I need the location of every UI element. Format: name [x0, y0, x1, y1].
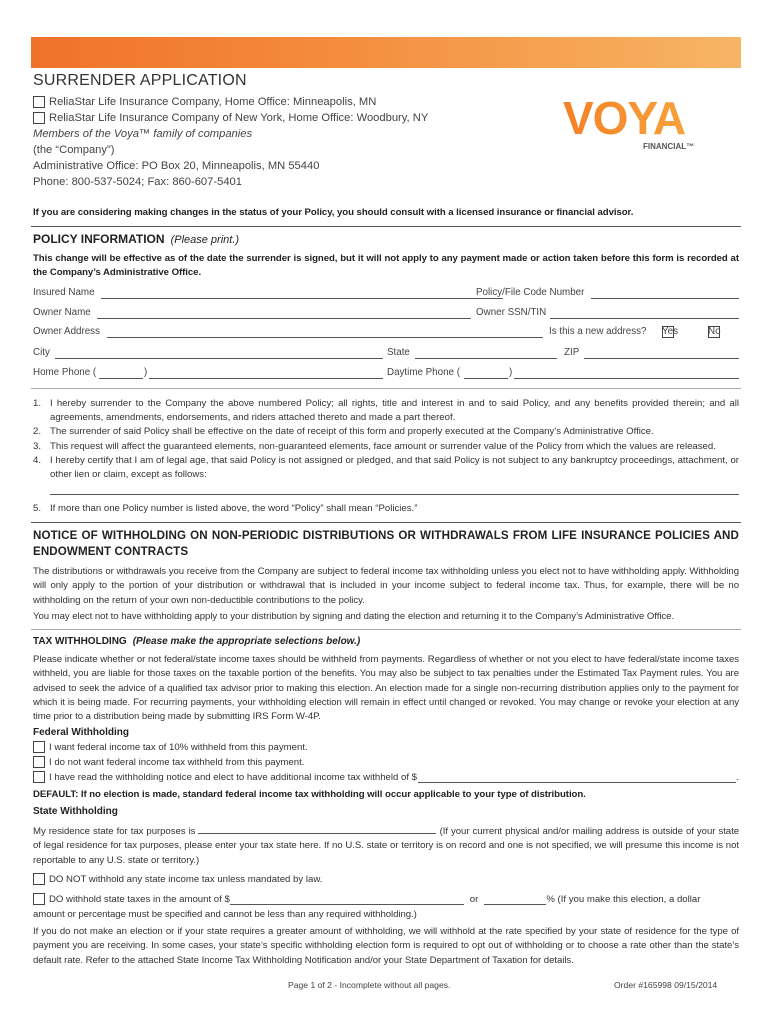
- state-option-note: amount or percentage must be specified and cannot be less than any required withholding.): [33, 909, 417, 920]
- company-option-reliastar-mn: ReliaStar Life Insurance Company, Home Office: Minneapolis, MN: [33, 94, 513, 110]
- owner-name-label: Owner Name: [33, 307, 91, 318]
- exceptions-field[interactable]: [50, 494, 739, 495]
- phone-fax: Phone: 800-537-5024; Fax: 860-607-5401: [33, 176, 242, 188]
- city-label: City: [33, 347, 50, 358]
- additional-amount-field[interactable]: [418, 772, 736, 783]
- federal-option-none: I do not want federal income tax withheld from this payment.: [33, 756, 304, 768]
- state-dollar-field[interactable]: [230, 894, 464, 905]
- federal-option-additional: I have read the withholding notice and elect to have additional income tax withheld of $ .: [33, 771, 739, 783]
- company-alias: (the “Company”): [33, 144, 115, 156]
- owner-name-field[interactable]: [97, 318, 471, 319]
- form-title: SURRENDER APPLICATION: [33, 72, 247, 89]
- insured-name-field[interactable]: [101, 298, 503, 299]
- state-option-no-withhold: DO NOT withhold any state income tax unless mandated by law.: [33, 873, 322, 885]
- admin-office: Administrative Office: PO Box 20, Minneapolis, MN 55440: [33, 160, 320, 172]
- notice-para-1: The distributions or withdrawals you receive from the Company are subject to federal income tax withholding unless you elect not to have withholding apply. Withholding will only apply to the portion of your distribution or withdrawal that is included in your income subject to federal income tax. Thus, for example, there will be no withholding on the return of your own non-deductible contributions to the policy.: [33, 566, 739, 606]
- row-city: [33, 347, 739, 361]
- divider: [31, 629, 741, 630]
- term-item: 3. This request will affect the guaranteed elements, non-guaranteed elements, face amount or surrender value of the Policy from which the values are released.: [33, 440, 716, 452]
- insured-name-label: Insured Name: [33, 287, 95, 298]
- term-item: 1. I hereby surrender to the Company the above numbered Policy; all rights, title and interest in and to said Policy, and any benefits provided therein; and all agreements, amendments, endorsements, and riders attached thereto and made a part thereof.: [33, 398, 739, 424]
- terms-list: [33, 397, 739, 482]
- company-checkbox-mn[interactable]: [33, 96, 45, 108]
- daytime-phone-area-field[interactable]: [464, 378, 508, 379]
- company-option-reliastar-ny: ReliaStar Life Insurance Company of New York, Home Office: Woodbury, NY: [33, 110, 513, 126]
- term-5: 5. If more than one Policy number is listed above, the word “Policy” shall mean “Policies.”: [33, 503, 418, 514]
- row-address: Owner Address Is this a new address? Yes No: [33, 326, 721, 337]
- row-insured: [33, 287, 739, 301]
- state-residence-para: My residence state for tax purposes is (If your current physical and/or mailing address is outside of your state of legal residence for tax purposes, please enter your tax state here. If no U.S. state or territory is on record and one is not specified, we will presume this income is not reportable to any U.S. state or territory.): [33, 826, 739, 866]
- state-label: State: [387, 347, 410, 358]
- divider: [31, 226, 741, 227]
- divider: [31, 388, 741, 389]
- federal-option-10pct: I want federal income tax of 10% withheld from this payment.: [33, 741, 308, 753]
- header-banner: [31, 37, 741, 68]
- zip-label: ZIP: [564, 347, 580, 358]
- owner-ssn-field[interactable]: [550, 318, 739, 319]
- home-phone-paren: ): [144, 367, 148, 378]
- state-field[interactable]: [415, 358, 557, 359]
- policy-code-field[interactable]: [591, 298, 739, 299]
- advice-note: If you are considering making changes in the status of your Policy, you should consult with a licensed insurance or financial advisor.: [33, 207, 634, 218]
- term-item: 2. The surrender of said Policy shall be effective on the date of receipt of this form and properly executed at the Company’s Administrative Office.: [33, 426, 654, 438]
- term-item: 4. I hereby certify that I am of legal age, that said Policy is not assigned or pledged, and that said Policy is not subject to any bankruptcy proceedings, attachment, or other lien or claim, except as follows:: [33, 454, 739, 481]
- policy-code-label: Policy/File Code Number: [476, 287, 585, 298]
- home-phone-field[interactable]: [149, 378, 383, 379]
- state-option-withhold: DO withhold state taxes in the amount of $ or % (If you make this election, a dollar: [33, 893, 739, 905]
- effective-note: This change will be effective as of the date the surrender is signed, but it will not apply to any payment made or action taken before this form is recorded at the Company’s Administrative Office.: [33, 253, 739, 279]
- voya-logo-sub: FINANCIAL™: [643, 142, 695, 151]
- state-closing-para: If you do not make an election or if your state requires a greater amount of withholding, we will withhold at the rate specified by your state of residence for the type of payment you are receiving. In some cases, your state’s specific withholding election form is required to opt out of withholding or to choose a rate other than the state’s default rate. Refer to the attached State Income Tax Withholding Notification and/or your State Department of Taxation for details.: [33, 926, 739, 966]
- notice-title: NOTICE OF WITHHOLDING ON NON-PERIODIC DISTRIBUTIONS OR WITHDRAWALS FROM LIFE INSURANCE POLICIES AND ENDOWMENT CONTRACTS: [33, 529, 739, 558]
- residence-state-field[interactable]: [198, 824, 436, 834]
- federal-10pct-checkbox[interactable]: [33, 741, 45, 753]
- tax-para: Please indicate whether or not federal/state income taxes should be withheld from payments. Regardless of whether or not you elect to have federal/state income taxes withheld, you are liable for those taxes on the taxable portion of the benefits. You may also be subject to tax penalties under the Estimated Tax Payment rules. You are advised to seek the advice of a qualified tax advisor prior to making this election. An election made for a single non-recurring distribution applies only to the payment for which it is being made. For recurring payments, your withholding election will remain in effect until changed or revoked. You may change or revoke your election at any time prior to a distribution being made by submitting IRS Form W-4P.: [33, 654, 739, 723]
- new-address-question: Is this a new address?: [549, 326, 647, 337]
- owner-address-label: Owner Address: [33, 326, 100, 337]
- policy-info-heading: POLICY INFORMATION (Please print.): [33, 232, 240, 246]
- notice-para-2: You may elect not to have withholding apply to your distribution by signing and dating the election and returning it to the Company’s Administrative Office.: [33, 611, 675, 622]
- voya-logo-word: VOYA: [563, 94, 686, 144]
- federal-additional-checkbox[interactable]: [33, 771, 45, 783]
- state-heading: State Withholding: [33, 806, 118, 817]
- state-withhold-checkbox[interactable]: [33, 893, 45, 905]
- company-checkbox-ny[interactable]: [33, 112, 45, 124]
- daytime-phone-field[interactable]: [514, 378, 739, 379]
- divider: [31, 522, 741, 523]
- home-phone-label: Home Phone (: [33, 367, 97, 378]
- city-field[interactable]: [55, 358, 383, 359]
- daytime-phone-paren: ): [509, 367, 513, 378]
- home-phone-area-field[interactable]: [99, 378, 143, 379]
- members-line: Members of the Voya™ family of companies: [33, 128, 253, 140]
- header-block: [33, 72, 513, 190]
- page-number: Page 1 of 2 - Incomplete without all pages.: [288, 980, 451, 990]
- row-owner: [33, 307, 739, 321]
- federal-none-checkbox[interactable]: [33, 756, 45, 768]
- tax-heading: TAX WITHHOLDING (Please make the appropriate selections below.): [33, 636, 361, 647]
- state-percent-field[interactable]: [484, 894, 546, 905]
- owner-address-field[interactable]: [107, 337, 543, 338]
- owner-ssn-label: Owner SSN/TIN: [476, 307, 547, 318]
- voya-logo: [563, 94, 713, 154]
- federal-heading: Federal Withholding: [33, 727, 130, 738]
- zip-field[interactable]: [584, 358, 739, 359]
- row-phone: [33, 367, 739, 381]
- state-no-withhold-checkbox[interactable]: [33, 873, 45, 885]
- daytime-phone-label: Daytime Phone (: [387, 367, 460, 378]
- order-number: Order #165998 09/15/2014: [614, 980, 718, 990]
- default-note: DEFAULT: If no election is made, standard federal income tax withholding will occur applicable to your type of distribution.: [33, 789, 586, 800]
